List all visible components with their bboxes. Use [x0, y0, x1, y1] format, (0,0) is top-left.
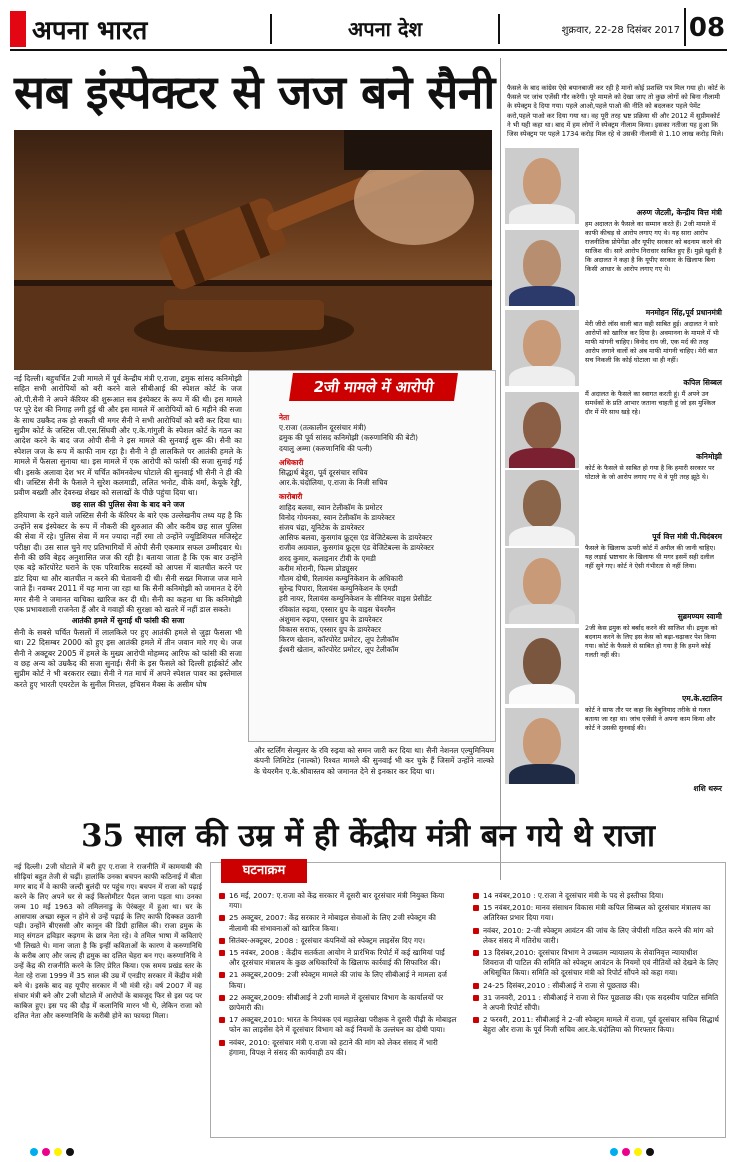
photo-manmohan — [505, 230, 579, 306]
accused-name: किरण खेतान, कॉरपोरेट प्रमोटर, लूप टेलीकॉम — [279, 635, 399, 645]
timeline-item: 13 दिसंबर,2010: दूरसंचार विभाग ने उच्चतम न्यायालय के सेवानिवृत्त न्यायाधीश शिवराज वी पाटिल की समिति को स्पेक्ट्रम आवंटन के नियमों एवं नीतियों को देखने के लिए अधिसूचित किया। समिति को दूरसंचार मंत्री को रिपोर्ट सौंपने को कहा गया। — [473, 948, 719, 979]
accused-name: सुरेन्द्र पिपारा, रिलायंस कम्युनिकेशन के एमडी — [279, 584, 398, 594]
caption-jaitley: अरुण जेटली, केन्द्रीय वित्त मंत्री — [636, 208, 722, 217]
story1-body-col1 — [14, 374, 242, 691]
photo-jaitley — [505, 148, 579, 224]
timeline-item: सितंबर-अक्टूबर, 2008 : दूरसंचार कंपनियों को स्पेक्ट्रम लाइसेंस दिए गए। — [219, 936, 457, 946]
caption-tharoor: शशि थरूर — [693, 784, 722, 793]
accused-name: विकास सराफ, एस्सार ग्रुप के डायरेक्टर — [279, 625, 381, 635]
print-registration-marks — [0, 1140, 737, 1162]
accused-name: रविकांत रुइया, एस्सार ग्रुप के वाइस चेयरमैन — [279, 604, 396, 614]
accused-heading: नेता — [279, 413, 290, 422]
reaction-text: कोर्ट ने साफ तौर पर कहा कि बेबुनियाद तरीके से गलत बताया जा रहा था। जांच एजेंसी ने अपना काम किया और कोर्ट ने उसकी सुनवाई की। — [585, 706, 716, 732]
story1-body-col2: और स्टर्लिंग सेल्युलर के रवि रुइया को समन जारी कर दिया था। सैनी नेशनल एल्युमिनियम कंपनी लिमिटेड (नाल्को) रिश्वत मामले की सुनवाई भी कर चुके हैं जिसमें उन्होंने नाल्को के चेयरमैन ए.के.श्रीवास्तव को जमानत देने से इनकार कर दिया था। — [254, 746, 494, 776]
masthead-title: अपना भारत — [32, 16, 148, 46]
issue-date: शुक्रवार, 22-28 दिसंबर 2017 — [561, 25, 680, 36]
accused-name: आर.के.चंदोलिया, ए.राजा के निजी सचिव — [279, 478, 388, 488]
story1-para2: हरियाणा के रहने वाले जस्टिस सैनी के कॅरियर के बारे एक उल्लेखनीय तथ्य यह है कि उन्होंने सब इंस्पेक्टर के रूप में नौकरी की शुरुआत की और करीब छह साल पुलिस की सेवा में रहे। पुलिस सेवा में मन ज्यादा नहीं रमा तो उन्होंने ज्यूडिशियल मजिस्ट्रेट परीक्षा दी। उस साल चुने गए प्रतिभागियों में ओपी सैनी एकमात्र सफल उम्मीदवार थे। सैनी की छवि बेहद अनुशासित जज की रही है। बताया जाता है कि एक बार उन्होंने एक बड़े कॉरपोरेट घराने के एक परिवारिक सदस्यों को आपस में बातचीत करने पर डांट दिया था और बातचीत न करने की चेतावनी दी थी। सैनी सख्त मिजाज जज माने जाते हैं। नवम्बर 2011 में यह माना जा रहा था कि सैनी कनिमोझी को जमानत दे देंगे मगर सैनी ने जमानत याचिका खारिज कर दी थी। सैनी का कहना था कि कनिमोझी एक प्रभावशाली राजनेता हैं और वे गवाहों की सुरक्षा को खतरे में नहीं डाल सकते। — [14, 511, 242, 614]
accused-name: सिद्धार्थ बेहुरा, पूर्व दूरसंचार सचिव — [279, 468, 368, 478]
reaction-text: मैं अदालत के फैसले का स्वागत करती हूं। मैं अपने उन समर्थकों के प्रति आभार जताना चाहती हूं जो इस मुश्किल दौर में मेरे साथ खड़े रहे। — [585, 390, 716, 416]
accused-list — [279, 409, 491, 656]
caption-kanimozhi: कनिमोझी — [696, 452, 722, 461]
page-number: 08 — [684, 8, 728, 46]
accused-name: अंशुमान रुइया, एस्सार ग्रुप के डायरेक्टर — [279, 614, 383, 624]
story2-body: नई दिल्ली। 2जी घोटाले में बरी हुए ए.राजा ने राजनीति में कामयाबी की सीढ़ियां बहुत तेजी से चढ़ीं। हालांकि उनका बचपन काफी कठिनाई में बीता मगर बाद में वे काफी जल्दी बुलंदी पर पहुंच गए। बचपन में राजा को पढ़ाई करने के लिए अपने घर से कई किलोमीटर पैदल जाना पड़ता था। उनका जन्म 10 मई 1963 को तमिलनाडु के पेरंबलूर में हुआ था। घर के आसपास अच्छा स्कूल न होने से उन्हें पढ़ाई के लिए काफी दिक्कत उठानी पड़ी। उन्होंने बीएससी और कानून की डिग्री हासिल की। राजा द्रमुक के मातृ संगठन द्रविड़ार कड़गम के छात्र नेता रहे। वे तमिल भाषा में कविताएं भी लिखते थे। माना जाता है कि इन्हीं कविताओं के कारण वे करुणानिधि के करीब आए और जल्द ही द्रमुक का दलित चेहरा बन गए। करुणानिधि ने उन्हें केंद्र की राजनीति करने के लिए प्रेरित किया। एक समय प्रखंड स्तर के नेता रहे राजा 1999 में 35 साल की उम्र में एनडीए सरकार में केंद्रीय मंत्री बने थे। इसके बाद वह यूपीए सरकार में भी मंत्री रहे। वर्ष 2007 में वह संचार मंत्री बने और 2जी घोटाले में आरोपों के बावजूद फिर से इस पद पर काबिज हुए। इस पद की दौड़ में कलानिधि मारन भी थे, लेकिन राजा को दलित नेता और करुणानिधि के करीबी होने का फायदा मिला। — [14, 862, 202, 1020]
story1-para: नई दिल्ली। बहुचर्चित 2जी मामले में पूर्व केन्द्रीय मंत्री ए.राजा, द्रमुक सांसद कनिमोझी सहित सभी आरोपियों को बरी करने वाले सीबीआई की स्पेशल कोर्ट के जज ओ.पी.सैनी ने अपने कॅरियर की शुरूआत सब इंस्पेक्टर के रूप में की थी। इस मामले पर पूरे देश की निगाह लगी हुई थी और इस मामले में आरोपियों को 6 महीने की सजा के साथ उम्रकैद तक हो सकती थी मगर सैनी ने सभी आरोपियों को बरी कर दिया था। सुप्रीम कोर्ट के जस्टिस जी.एस.सिंघवी और ए.के.गांगुली के स्पेशल कोर्ट के गठन का आदेश करने के बाद जज ओपी सैनी ने इस मामले की सुनवाई शुरू की। सैनी का स्पेशल जज के रूप में काफी नाम रहा है। सैनी ने ही लालकिले पर आतंकी हमले के मामले में फैसला सुनाया था। इस मामले में एक आरोपी को फांसी की सजा सुनाई गई थी। इसके अलावा देश भर में चर्चित कॉमनवेल्थ घोटाले की सुनवाई भी सैनी ने ही की थी। जस्टिस सैनी के फैसले ने सुरेश कलमाडी, ललित भनोट, वीके वर्मा, केयूके रेड्डी, प्रवीण बख्शी और देवरुख शेखर को सलाखों के पीछे पहुंचा दिया था। — [14, 374, 242, 498]
reaction-text: फैसले के खिलाफ ऊपरी कोर्ट में अपील की जानी चाहिए। यह लड़ाई भ्रष्टाचार के खिलाफ थी मगर इसमें सही दलील नहीं सुने गए। कोर्ट ने ऐसी गंभीरता से नहीं लिया। — [585, 544, 716, 570]
accused-name: दयालु अम्मा (करुणानिधि की पत्नी) — [279, 443, 373, 453]
masthead — [10, 8, 160, 50]
timeline-item: नवंबर, 2010: 2-जी स्पेक्ट्रम आवंटन की जांच के लिए जेपीसी गठित करने की मांग को लेकर संसद में गतिरोध जारी। — [473, 926, 719, 946]
accused-heading: कारोबारी — [279, 492, 303, 502]
accused-name: द्रमुक की पूर्व सांसद कनिमोझी (करुणानिधि की बेटी) — [279, 433, 418, 443]
photo-chidambaram — [505, 470, 579, 546]
story2-headline: 35 साल की उम्र में ही केंद्रीय मंत्री बन गये थे राजा — [80, 818, 656, 854]
timeline-item: 15 नवंबर, 2008 : केंद्रीय सतर्कता आयोग ने प्रारंभिक रिपोर्ट में कई खामियां पाईं और दूरसंचार मंत्रालय के कुछ अधिकारियों के खिलाफ कार्रवाई की सिफारिश की। — [219, 948, 457, 968]
timeline-item: 2 फरवरी, 2011: सीबीआई ने 2-जी स्पेक्ट्रम मामले में राजा, पूर्व दूरसंचार सचिव सिद्धार्थ बेहुरा और राजा के पूर्व निजी सचिव आर.के.चंदोलिया को गिरफ्तार किया। — [473, 1015, 719, 1035]
timeline-box — [210, 862, 726, 1138]
timeline-item: नवंबर, 2010: दूरसंचार मंत्री ए.राजा को हटाने की मांग को लेकर संसद में भारी हंगामा, विपक्ष ने संसद की कार्यवाही ठप की। — [219, 1038, 457, 1058]
accused-heading: अधिकारी — [279, 457, 304, 467]
accused-name: गौतम दोषी, रिलायंस कम्युनिकेशन के अधिकारी — [279, 574, 403, 584]
timeline-left — [219, 891, 457, 1060]
accused-name: करीम मोरानी, फिल्म प्रोड्यूसर — [279, 563, 358, 573]
caption-swamy: सुब्रमण्यम स्वामी — [677, 612, 722, 621]
accused-name: ईश्वरी खेतान, कॉरपोरेट प्रमोटर, लूप टेलीकॉम — [279, 645, 399, 655]
reactions-column — [500, 58, 728, 880]
reaction-text: मेरी जीरो लॉस वाली बात सही साबित हुई। अदालत ने सारे आरोपों को खारिज कर दिया है। अवमानना के मामले में भी माफी मांगनी चाहिए। विनोद राय जी, एक मर्द की तरह आरोप लगाने वालों को अब माफी मांगनी चाहिए। मेरी बात सच निकली कि कोई घोटाला था ही नहीं। — [585, 320, 719, 364]
timeline-title: घटनाक्रम — [221, 859, 307, 883]
caption-manmohan: मनमोहन सिंह,पूर्व प्रधानमंत्री — [645, 308, 722, 317]
accused-box — [248, 370, 496, 742]
story1-para3: सैनी के सबसे चर्चित फैसलों में लालकिले पर हुए आतंकी हमले से जुड़ा फैसला भी था। 22 दिसम्बर 2000 को हुए इस आतंकी हमले में तीन जवान मारे गए थे। जज सैनी ने अक्टूबर 2005 में हमले के मुख्य आरोपी मोहम्मद आरिफ को फांसी की सजा व छह अन्य को उम्रकैद की सजा सुनाई। सैनी के इस फैसले को दिल्ली हाईकोर्ट और सुप्रीम कोर्ट ने भी बरकरार रखा। सैनी ने गत मार्च में अपने स्पेशल पावर का इस्तेमाल करते हुए भारती एयरटेल के सुनील मित्तल, हचिसन मैक्स के असीम घोष — [14, 627, 242, 689]
accused-box-title: 2जी मामले में आरोपी — [289, 373, 458, 401]
accused-name: ए.राजा (तत्कालीन दूरसंचार मंत्री) — [279, 423, 367, 433]
timeline-item: 21 अक्टूबर,2009: 2जी स्पेक्ट्रम मामले की जांच के लिए सीबीआई ने मामला दर्ज किया। — [219, 970, 457, 990]
masthead-bar — [10, 11, 26, 47]
accused-name: विनोद गोयनका, स्वान टेलीकॉम के डायरेक्टर — [279, 512, 395, 522]
timeline-item: 25 अक्टूबर, 2007: केंद्र सरकार ने मोबाइल सेवाओं के लिए 2जी स्पेक्ट्रम की नीलामी की संभावनाओं को खारिज किया। — [219, 913, 457, 933]
timeline-item: 22 अक्टूबर,2009: सीबीआई ने 2जी मामले में दूरसंचार विभाग के कार्यालयों पर छापेमारी की। — [219, 993, 457, 1013]
story1-subhead2: आतंकी हमले में सुनाई थी फांसी की सजा — [71, 616, 185, 626]
accused-name: हरी नायर, रिलायंस कम्युनिकेशन के सीनियर वाइस प्रेसीडेंट — [279, 594, 432, 604]
accused-name: राजीव अग्रवाल, कुसगांव फ्रूट्स एंड वेजिटेबल्स के डायरेक्टर — [279, 543, 434, 553]
photo-tharoor — [505, 708, 579, 784]
accused-name: शाहिद बलवा, स्वान टेलीकॉम के प्रमोटर — [279, 502, 383, 512]
reaction-text: हम अदालत के फैसले का सम्मान करते हैं। 2जी मामले में काफी कीचड़ से आरोप लगाए गए थे। यह सारा आरोप राजनीतिक प्रोपेगेंडा और यूपीए सरकार को बदनाम करने की साजिश थी। सारे आरोप निराधार साबित हुए हैं। मुझे खुशी है कि अदालत ने कहा है कि यूपीए सरकार के खिलाफ बिना किसी आधार के आरोप लगाए गए थे। — [585, 220, 722, 273]
timeline-right — [473, 891, 719, 1038]
section-title: अपना देश — [270, 14, 500, 44]
reaction-text: 2जी केस द्रमुक को बर्बाद करने की साजिश थी। द्रमुक को बदनाम करने के लिए इस केस को बढ़ा-चढ़ाकर पेश किया गया। कोर्ट के फैसले से साबित हो गया है कि हमने कोई गलती नहीं की। — [585, 624, 718, 659]
caption-chidambaram: पूर्व वित्त मंत्री पी.चिदंबरम — [652, 532, 722, 541]
header-rule — [10, 49, 727, 51]
reactions-intro: फैसले के बाद कांग्रेस ऐसे बयानबाजी कर रही है मानो कोई प्रशस्ति पत्र मिल गया हो। कोर्ट के फैसले पर जांच एजेंसी गौर करेगी। पूरे मामले को देखा जाए तो कुछ लोगों को बिना नीलामी के स्पेक्ट्रम दे दिया गया। पहले आओ,पहले पाओ की नीति को बदलकर पहले पेमेंट करो,पहले पाओ कर दिया गया था। वह पूरी तरह भ्रष्ट प्रक्रिया थी और 2012 में सुप्रीमकोर्ट ने भी यही कहा था। बाद में हम लोगों ने स्पेक्ट्रम नीलाम किया। इसका नतीजा यह हुआ कि जिस स्पेक्ट्रम पर पहले 1734 करोड़ मिल रहे थे उसकी नीलामी से 1.10 लाख करोड़ मिले। — [507, 84, 725, 139]
photo-sibal — [505, 310, 579, 386]
reaction-text: कोर्ट के फैसले से साबित हो गया है कि हमारी सरकार पर घोटाले के जो आरोप लगाए गए थे वे पूरी तरह झूठे थे। — [585, 464, 715, 481]
timeline-item: 24-25 दिसंबर,2010 : सीबीआई ने राजा से पूछताछ की। — [473, 981, 719, 991]
story1-subhead1: छह साल की पुलिस सेवा के बाद बने जज — [71, 499, 185, 509]
timeline-item: 15 नवंबर,2010: मानव संसाधन विकास मंत्री कपिल सिब्बल को दूरसंचार मंत्रालय का अतिरिक्त प्रभार दिया गया। — [473, 903, 719, 923]
story1-headline: सब इंस्पेक्टर से जज बने सैनी — [14, 65, 495, 119]
accused-name: आसिफ बलवा, कुसगांव फ्रूट्स एंड वेजिटेबल्स के डायरेक्टर — [279, 533, 433, 543]
caption-sibal: कपिल सिब्बल — [683, 378, 722, 387]
accused-name: संजय चंद्रा, यूनिटेक के डायरेक्टर — [279, 523, 365, 533]
gavel-photo — [14, 130, 492, 370]
timeline-item: 31 जनवरी, 2011 : सीबीआई ने राजा से फिर पूछताछ की। एक सदस्यीय पाटिल समिति ने अपनी रिपोर्ट सौंपी। — [473, 993, 719, 1013]
accused-name: शरद कुमार, कलाइनार टीवी के एमडी — [279, 553, 376, 563]
photo-stalin — [505, 628, 579, 704]
photo-swamy — [505, 548, 579, 624]
timeline-item: 16 मई, 2007: ए.राजा को केंद्र सरकार में दूसरी बार दूरसंचार मंत्री नियुक्त किया गया। — [219, 891, 457, 911]
gavel-illustration — [14, 130, 492, 370]
timeline-item: 14 नवंबर,2010 : ए.राजा ने दूरसंचार मंत्री के पद से इस्तीफा दिया। — [473, 891, 719, 901]
timeline-item: 17 अक्टूबर,2010: भारत के नियंत्रक एवं महालेखा परीक्षक ने दूसरी पीढ़ी के मोबाइल फोन का लाइसेंस देने में दूरसंचार विभाग को कई नियमों के उल्लंघन का दोषी पाया। — [219, 1015, 457, 1035]
caption-stalin: एम.के.स्टालिन — [682, 694, 722, 703]
photo-kanimozhi — [505, 392, 579, 468]
